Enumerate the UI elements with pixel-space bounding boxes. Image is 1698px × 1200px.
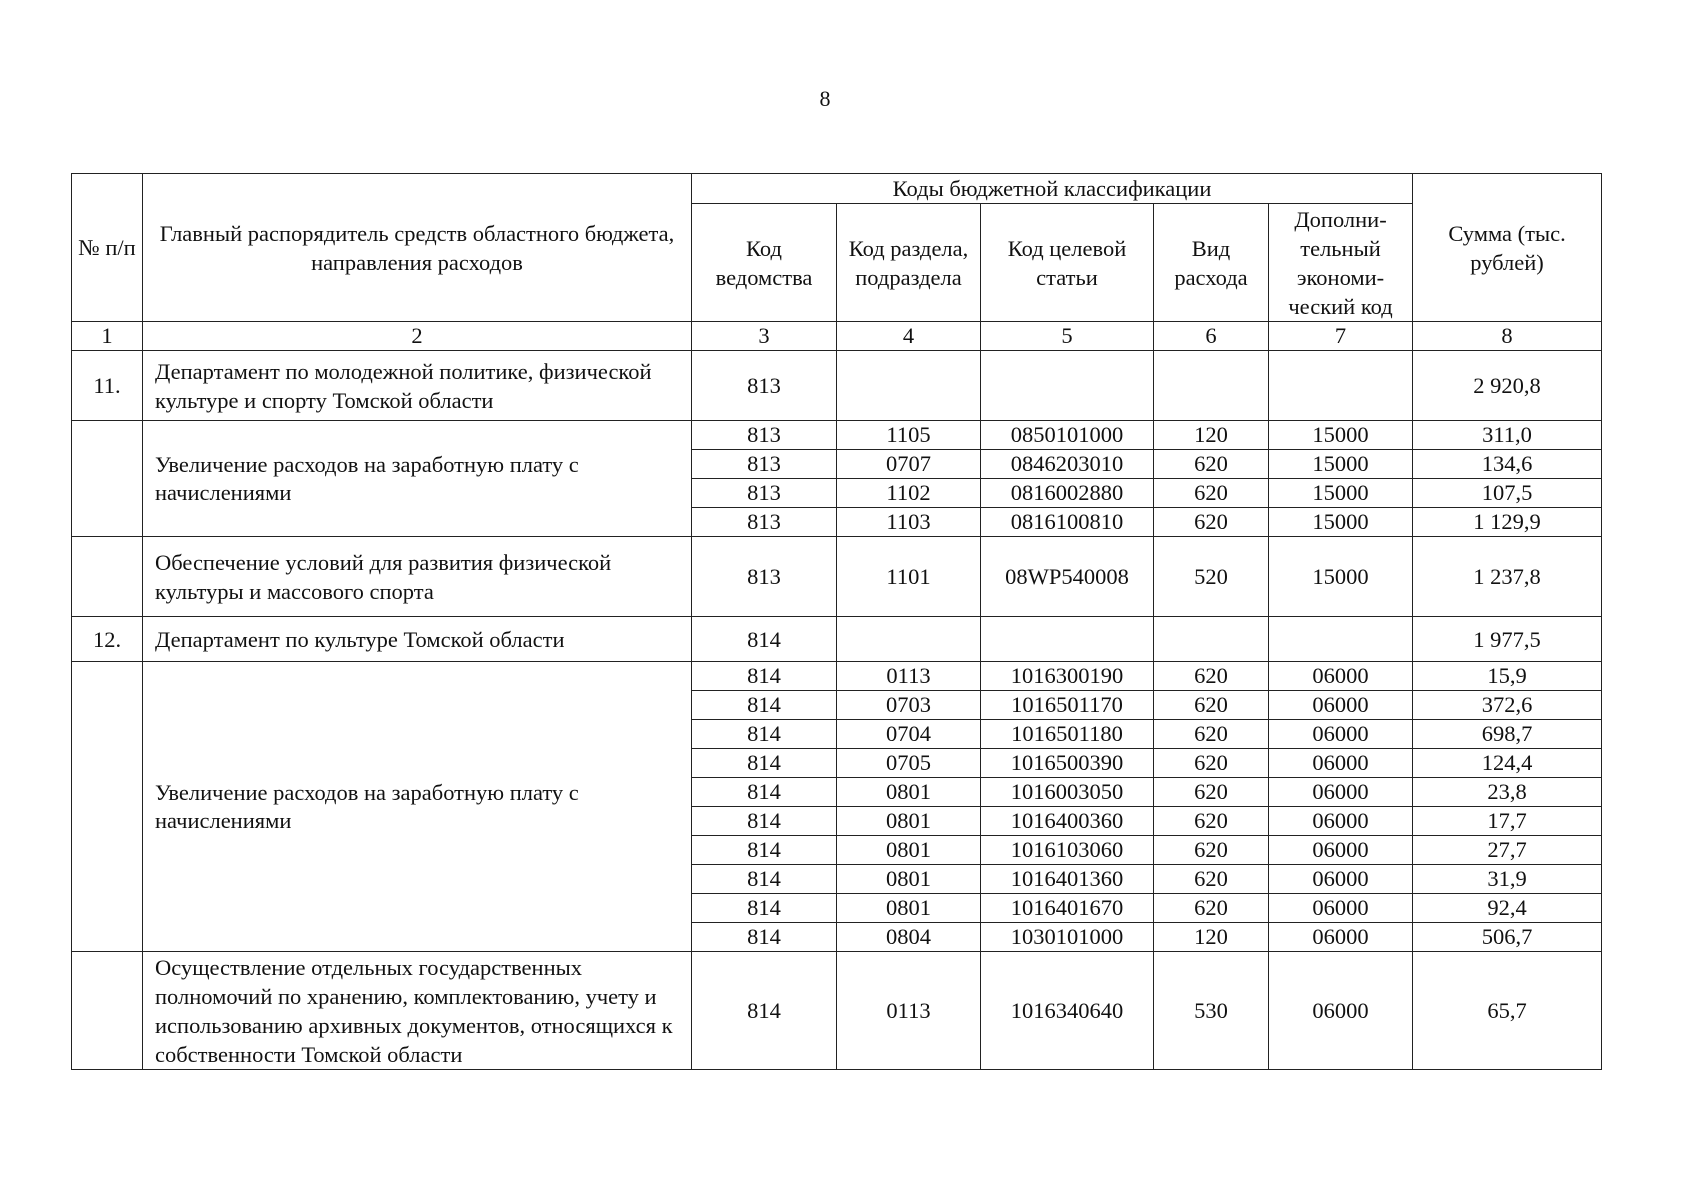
dept-code: 814 — [692, 952, 837, 1070]
sum: 311,0 — [1413, 421, 1602, 450]
header-number: № п/п — [72, 174, 143, 322]
section-code: 0707 — [837, 450, 981, 479]
target-code: 1016103060 — [981, 836, 1154, 865]
sum: 134,6 — [1413, 450, 1602, 479]
header-target-code: Код целевой статьи — [981, 204, 1154, 322]
dept-code: 813 — [692, 479, 837, 508]
expense-type: 620 — [1154, 749, 1269, 778]
expense-type: 620 — [1154, 662, 1269, 691]
expense-type: 620 — [1154, 720, 1269, 749]
dept-code: 814 — [692, 691, 837, 720]
expense-direction: Осуществление отдельных государственных полномочий по хранению, комплектованию, учету и использованию архивных документов, относящихся к собственности Томской области — [143, 952, 692, 1070]
section-code: 0703 — [837, 691, 981, 720]
column-number: 5 — [981, 322, 1154, 351]
department-sum: 1 977,5 — [1413, 617, 1602, 662]
econ-code: 06000 — [1269, 923, 1413, 952]
sum: 1 129,9 — [1413, 508, 1602, 537]
department-sum: 2 920,8 — [1413, 351, 1602, 421]
expense-type: 620 — [1154, 479, 1269, 508]
sum: 27,7 — [1413, 836, 1602, 865]
sum: 65,7 — [1413, 952, 1602, 1070]
section-code: 0113 — [837, 952, 981, 1070]
table-row — [72, 952, 1602, 1070]
page-number: 8 — [819, 86, 831, 111]
header-name: Главный распорядитель средств областного бюджета, направления расходов — [143, 174, 692, 322]
econ-code: 15000 — [1269, 537, 1413, 617]
dept-code: 814 — [692, 662, 837, 691]
section-code: 1105 — [837, 421, 981, 450]
department-row — [72, 617, 1602, 662]
dept-code: 813 — [692, 421, 837, 450]
section-code: 0801 — [837, 865, 981, 894]
sum: 372,6 — [1413, 691, 1602, 720]
dept-code: 814 — [692, 865, 837, 894]
target-code: 1016340640 — [981, 952, 1154, 1070]
sum: 124,4 — [1413, 749, 1602, 778]
column-number: 4 — [837, 322, 981, 351]
column-number: 7 — [1269, 322, 1413, 351]
column-number: 2 — [143, 322, 692, 351]
expense-type: 120 — [1154, 923, 1269, 952]
section-code: 0801 — [837, 836, 981, 865]
expense-type: 620 — [1154, 807, 1269, 836]
target-code: 0846203010 — [981, 450, 1154, 479]
department-row — [72, 351, 1602, 421]
econ-code: 06000 — [1269, 836, 1413, 865]
econ-code: 06000 — [1269, 749, 1413, 778]
expense-type: 620 — [1154, 865, 1269, 894]
table-row — [72, 662, 1602, 691]
target-code: 0850101000 — [981, 421, 1154, 450]
sum: 17,7 — [1413, 807, 1602, 836]
econ-code: 06000 — [1269, 952, 1413, 1070]
section-number: 11. — [72, 351, 143, 421]
section-number: 12. — [72, 617, 143, 662]
column-numbers-row — [72, 322, 1602, 351]
dept-code: 814 — [692, 807, 837, 836]
table-body — [72, 351, 1602, 1070]
target-code: 1030101000 — [981, 923, 1154, 952]
sum: 15,9 — [1413, 662, 1602, 691]
section-code: 0801 — [837, 778, 981, 807]
econ-code: 06000 — [1269, 720, 1413, 749]
dept-code: 813 — [692, 351, 837, 421]
expense-type: 620 — [1154, 450, 1269, 479]
header-econ-code: Дополни-тельный экономи-ческий код — [1269, 204, 1413, 322]
target-code: 0816100810 — [981, 508, 1154, 537]
sum: 92,4 — [1413, 894, 1602, 923]
target-code: 1016400360 — [981, 807, 1154, 836]
econ-code: 15000 — [1269, 479, 1413, 508]
expense-direction: Увеличение расходов на заработную плату с начислениями — [143, 421, 692, 537]
dept-code: 813 — [692, 508, 837, 537]
sum: 506,7 — [1413, 923, 1602, 952]
expense-type: 620 — [1154, 836, 1269, 865]
header-codes-group: Коды бюджетной классификации — [692, 174, 1413, 204]
column-number: 1 — [72, 322, 143, 351]
target-code: 0816002880 — [981, 479, 1154, 508]
econ-code: 06000 — [1269, 662, 1413, 691]
econ-code: 15000 — [1269, 508, 1413, 537]
dept-code: 814 — [692, 894, 837, 923]
section-code: 1103 — [837, 508, 981, 537]
header-sum: Сумма (тыс. рублей) — [1413, 174, 1602, 322]
dept-code: 814 — [692, 749, 837, 778]
dept-code: 814 — [692, 923, 837, 952]
target-code: 1016003050 — [981, 778, 1154, 807]
econ-code: 15000 — [1269, 421, 1413, 450]
table-row — [72, 537, 1602, 617]
expense-type: 520 — [1154, 537, 1269, 617]
sum: 23,8 — [1413, 778, 1602, 807]
table-header — [72, 174, 1602, 351]
section-code: 0705 — [837, 749, 981, 778]
section-code: 0801 — [837, 807, 981, 836]
target-code: 1016401360 — [981, 865, 1154, 894]
column-number: 6 — [1154, 322, 1269, 351]
dept-code: 813 — [692, 450, 837, 479]
sum: 31,9 — [1413, 865, 1602, 894]
target-code: 1016500390 — [981, 749, 1154, 778]
econ-code: 06000 — [1269, 807, 1413, 836]
expense-type: 620 — [1154, 894, 1269, 923]
econ-code: 06000 — [1269, 865, 1413, 894]
column-number: 8 — [1413, 322, 1602, 351]
section-code: 0113 — [837, 662, 981, 691]
expense-type: 620 — [1154, 508, 1269, 537]
dept-code: 814 — [692, 778, 837, 807]
column-number: 3 — [692, 322, 837, 351]
header-expense-type: Вид расхода — [1154, 204, 1269, 322]
dept-code: 813 — [692, 537, 837, 617]
section-code: 0801 — [837, 894, 981, 923]
target-code: 08WP540008 — [981, 537, 1154, 617]
econ-code: 06000 — [1269, 778, 1413, 807]
section-code: 1101 — [837, 537, 981, 617]
department-name: Департамент по культуре Томской области — [143, 617, 692, 662]
sum: 698,7 — [1413, 720, 1602, 749]
dept-code: 814 — [692, 617, 837, 662]
budget-table — [71, 173, 1602, 1070]
section-code: 0704 — [837, 720, 981, 749]
dept-code: 814 — [692, 836, 837, 865]
target-code: 1016501170 — [981, 691, 1154, 720]
sum: 1 237,8 — [1413, 537, 1602, 617]
table-row — [72, 421, 1602, 450]
target-code: 1016401670 — [981, 894, 1154, 923]
sum: 107,5 — [1413, 479, 1602, 508]
dept-code: 814 — [692, 720, 837, 749]
econ-code: 06000 — [1269, 894, 1413, 923]
target-code: 1016501180 — [981, 720, 1154, 749]
target-code: 1016300190 — [981, 662, 1154, 691]
expense-direction: Обеспечение условий для развития физической культуры и массового спорта — [143, 537, 692, 617]
header-dept-code: Код ведомства — [692, 204, 837, 322]
expense-type: 120 — [1154, 421, 1269, 450]
section-code: 1102 — [837, 479, 981, 508]
expense-type: 530 — [1154, 952, 1269, 1070]
section-code: 0804 — [837, 923, 981, 952]
expense-direction: Увеличение расходов на заработную плату с начислениями — [143, 662, 692, 952]
expense-type: 620 — [1154, 778, 1269, 807]
econ-code: 15000 — [1269, 450, 1413, 479]
header-section-code: Код раздела, подраздела — [837, 204, 981, 322]
expense-type: 620 — [1154, 691, 1269, 720]
econ-code: 06000 — [1269, 691, 1413, 720]
department-name: Департамент по молодежной политике, физической культуре и спорту Томской области — [143, 351, 692, 421]
